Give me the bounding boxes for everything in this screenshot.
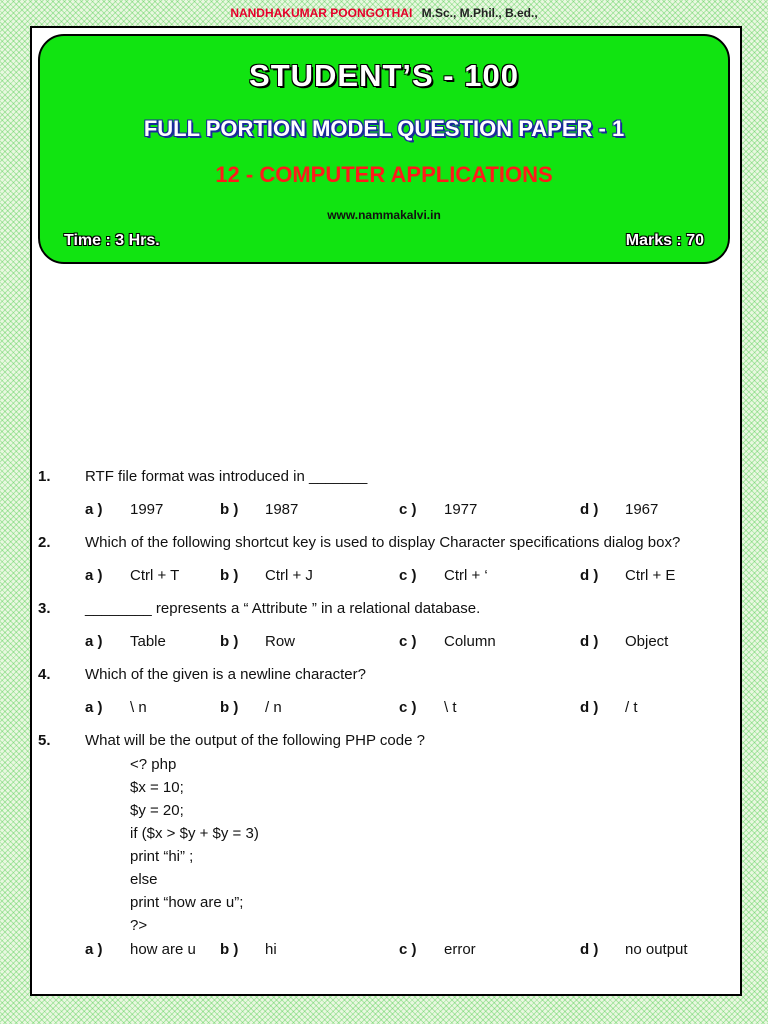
question-item bbox=[38, 730, 728, 961]
option-letter: d ) bbox=[580, 501, 599, 518]
title-banner bbox=[38, 34, 730, 264]
option-letter: c ) bbox=[399, 699, 417, 716]
option-a[interactable] bbox=[85, 565, 220, 587]
option-text: 1977 bbox=[444, 501, 478, 518]
option-text: Column bbox=[444, 633, 496, 650]
code-line: else bbox=[130, 871, 158, 888]
option-text: \ n bbox=[130, 699, 147, 716]
option-text: Object bbox=[625, 633, 669, 650]
code-line: print “hi” ; bbox=[130, 848, 194, 865]
option-letter: a ) bbox=[85, 567, 103, 584]
option-text: Ctrl + E bbox=[625, 567, 676, 584]
option-row bbox=[38, 631, 728, 653]
question-text: Which of the following shortcut key is used to display Character specifications dialog box? bbox=[85, 534, 681, 551]
option-letter: c ) bbox=[399, 567, 417, 584]
option-text: / t bbox=[625, 699, 638, 716]
option-letter: d ) bbox=[580, 941, 599, 958]
code-line: ?> bbox=[130, 917, 148, 934]
option-letter: a ) bbox=[85, 633, 103, 650]
option-text: Table bbox=[130, 633, 166, 650]
option-c[interactable] bbox=[399, 631, 580, 653]
option-a[interactable] bbox=[85, 697, 220, 719]
option-text: Ctrl + ‘ bbox=[444, 567, 488, 584]
website-link[interactable]: www.nammakalvi.in bbox=[327, 208, 441, 222]
option-c[interactable] bbox=[399, 939, 580, 961]
option-letter: a ) bbox=[85, 501, 103, 518]
question-item bbox=[38, 466, 728, 521]
option-letter: b ) bbox=[220, 501, 239, 518]
option-letter: b ) bbox=[220, 941, 239, 958]
option-d[interactable] bbox=[580, 631, 715, 653]
question-text: RTF file format was introduced in _______ bbox=[85, 468, 368, 485]
option-text: Ctrl + T bbox=[130, 567, 180, 584]
option-b[interactable] bbox=[220, 631, 399, 653]
option-d[interactable] bbox=[580, 499, 715, 521]
option-text: 1987 bbox=[265, 501, 299, 518]
option-letter: d ) bbox=[580, 699, 599, 716]
subject-title: 12 - COMPUTER APPLICATIONS bbox=[215, 162, 553, 187]
option-letter: a ) bbox=[85, 699, 103, 716]
option-d[interactable] bbox=[580, 697, 715, 719]
author-degrees: M.Sc., M.Phil., B.ed., bbox=[421, 6, 538, 20]
option-text: 1997 bbox=[130, 501, 164, 518]
option-letter: a ) bbox=[85, 941, 103, 958]
paper-title: STUDENT’S - 100 bbox=[249, 58, 519, 93]
option-d[interactable] bbox=[580, 939, 715, 961]
paper-subtitle: FULL PORTION MODEL QUESTION PAPER - 1 bbox=[143, 116, 625, 141]
option-text: error bbox=[444, 941, 476, 958]
option-a[interactable] bbox=[85, 939, 220, 961]
question-text: ________ represents a “ Attribute ” in a relational database. bbox=[85, 600, 481, 617]
option-text: Ctrl + J bbox=[265, 567, 313, 584]
marks-label: Marks : 70 bbox=[625, 232, 704, 249]
option-a[interactable] bbox=[85, 499, 220, 521]
option-text: hi bbox=[265, 941, 277, 958]
option-row bbox=[38, 939, 728, 961]
option-c[interactable] bbox=[399, 499, 580, 521]
code-line: $y = 20; bbox=[130, 802, 184, 819]
question-item bbox=[38, 598, 728, 653]
option-c[interactable] bbox=[399, 565, 580, 587]
option-letter: b ) bbox=[220, 633, 239, 650]
question-number: 5. bbox=[38, 732, 51, 749]
question-item bbox=[38, 532, 728, 587]
option-b[interactable] bbox=[220, 939, 399, 961]
option-b[interactable] bbox=[220, 565, 399, 587]
option-text: 1967 bbox=[625, 501, 659, 518]
option-text: \ t bbox=[444, 699, 457, 716]
question-text: Which of the given is a newline character? bbox=[85, 666, 366, 683]
question-list bbox=[38, 466, 728, 972]
php-code-block bbox=[130, 753, 728, 937]
option-d[interactable] bbox=[580, 565, 715, 587]
option-b[interactable] bbox=[220, 499, 399, 521]
option-text: no output bbox=[625, 941, 688, 958]
author-header bbox=[0, 6, 768, 20]
option-c[interactable] bbox=[399, 697, 580, 719]
question-number: 1. bbox=[38, 468, 51, 485]
question-number: 2. bbox=[38, 534, 51, 551]
question-number: 3. bbox=[38, 600, 51, 617]
option-letter: b ) bbox=[220, 567, 239, 584]
option-text: Row bbox=[265, 633, 296, 650]
option-letter: c ) bbox=[399, 941, 417, 958]
time-label: Time : 3 Hrs. bbox=[64, 232, 160, 249]
question-number: 4. bbox=[38, 666, 51, 683]
option-letter: b ) bbox=[220, 699, 239, 716]
option-row bbox=[38, 565, 728, 587]
option-letter: c ) bbox=[399, 633, 417, 650]
option-letter: c ) bbox=[399, 501, 417, 518]
option-b[interactable] bbox=[220, 697, 399, 719]
option-letter: d ) bbox=[580, 633, 599, 650]
option-row bbox=[38, 697, 728, 719]
option-a[interactable] bbox=[85, 631, 220, 653]
code-line: <? php bbox=[130, 756, 177, 773]
code-line: print “how are u”; bbox=[130, 894, 244, 911]
option-text: / n bbox=[265, 699, 282, 716]
option-letter: d ) bbox=[580, 567, 599, 584]
code-line: $x = 10; bbox=[130, 779, 184, 796]
question-item bbox=[38, 664, 728, 719]
author-name: NANDHAKUMAR POONGOTHAI bbox=[230, 6, 413, 20]
option-text: how are u bbox=[130, 941, 196, 958]
option-row bbox=[38, 499, 728, 521]
code-line: if ($x > $y + $y = 3) bbox=[130, 825, 259, 842]
question-text: What will be the output of the following PHP code ? bbox=[85, 732, 425, 749]
